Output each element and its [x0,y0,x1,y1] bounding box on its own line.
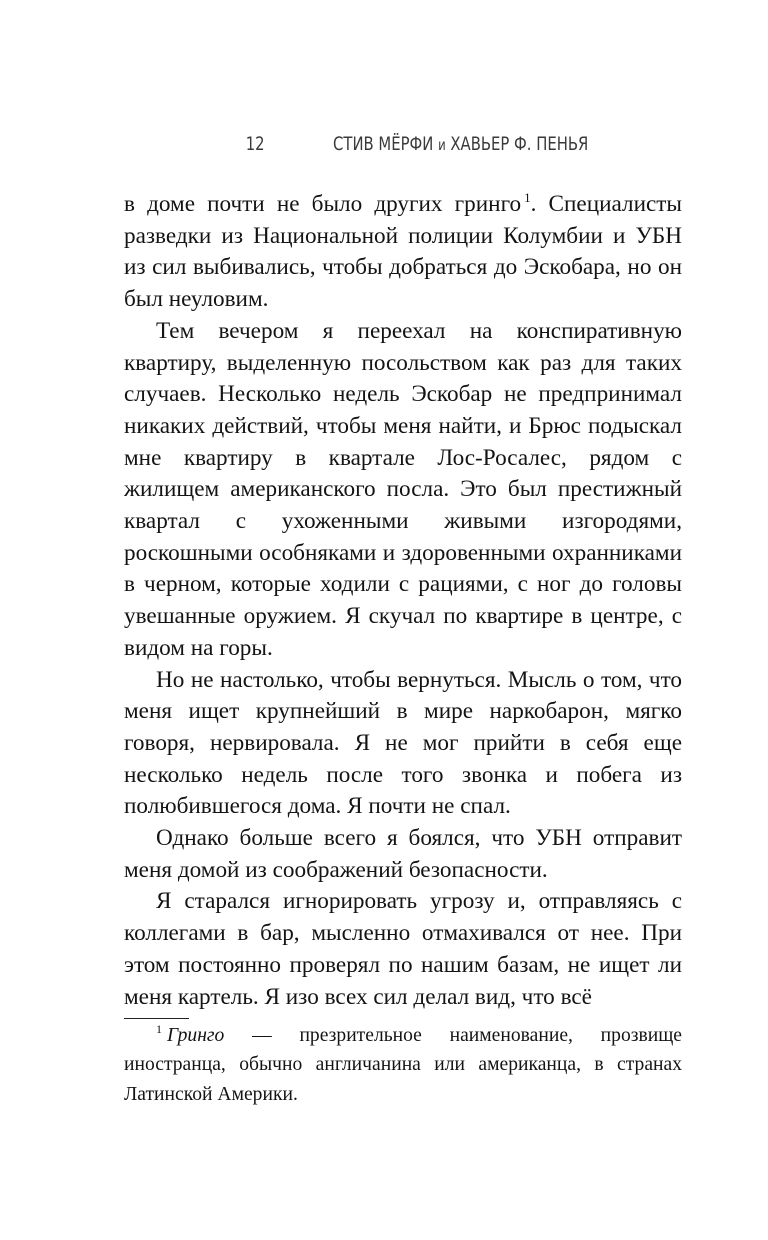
footnote-marker: 1 [156,1022,162,1036]
paragraph-1-start: в доме почти не было других гринго [124,191,522,217]
paragraph-1-end: . Специалисты разведки из Национальной полиции Колумбии и УБН из сил выбивались, чтобы добраться до Эскобара, но он был неуловим. [124,191,682,313]
footnote-reference: 1 [524,190,531,205]
paragraph-4: Однако больше всего я боялся, что УБН отправит меня домой из соображений безопасности. [124,825,682,883]
authors-part2: ХАВЬЕР Ф. ПЕНЬЯ [450,133,589,155]
body-text [124,189,682,1013]
footnote-term: Гринго [167,1025,225,1046]
paragraph-5: Я старался игнорировать угрозу и, отправляясь с коллегами в бар, мысленно отмахивался от нее. При этом постоянно проверял по нашим базам, не ищет ли меня картель. Я изо всех сил делал вид, что всё [124,888,682,1010]
page-number: 12 [245,133,265,155]
footnote-divider [124,1018,189,1019]
footnote [124,1021,682,1109]
footnote-text: — презрительное наименование, прозвище иностранца, обычно англичанина или американца, в странах Латинской Америки. [124,1025,682,1105]
book-authors [333,133,588,155]
paragraph-3: Но не настолько, чтобы вернуться. Мысль о том, что меня ищет крупнейший в мире наркобарон, мягко говоря, нервировала. Я не мог прийти в себя еще несколько недель после того звонка и побега из полюбившегося дома. Я почти не спал. [124,666,682,820]
authors-conjunction: и [438,136,446,154]
paragraph-1 [124,189,682,316]
authors-part1: СТИВ МЁРФИ [333,133,434,155]
running-head [0,133,599,163]
paragraph-2: Тем вечером я переехал на конспиративную квартиру, выделенную посольством как раз для таких случаев. Несколько недель Эскобар не предпринимал никаких действий, чтобы меня найти, и Брюс подыскал мне квартиру в квартале Лос-Росалес, рядом с жилищем американского посла. Это был престижный квартал с ухоженными живыми изгородями, роскошными особняками и здоровенными охранниками в черном, которые ходили с рациями, с ног до головы увешанные оружием. Я скучал по квартире в центре, с видом на горы. [124,317,682,661]
